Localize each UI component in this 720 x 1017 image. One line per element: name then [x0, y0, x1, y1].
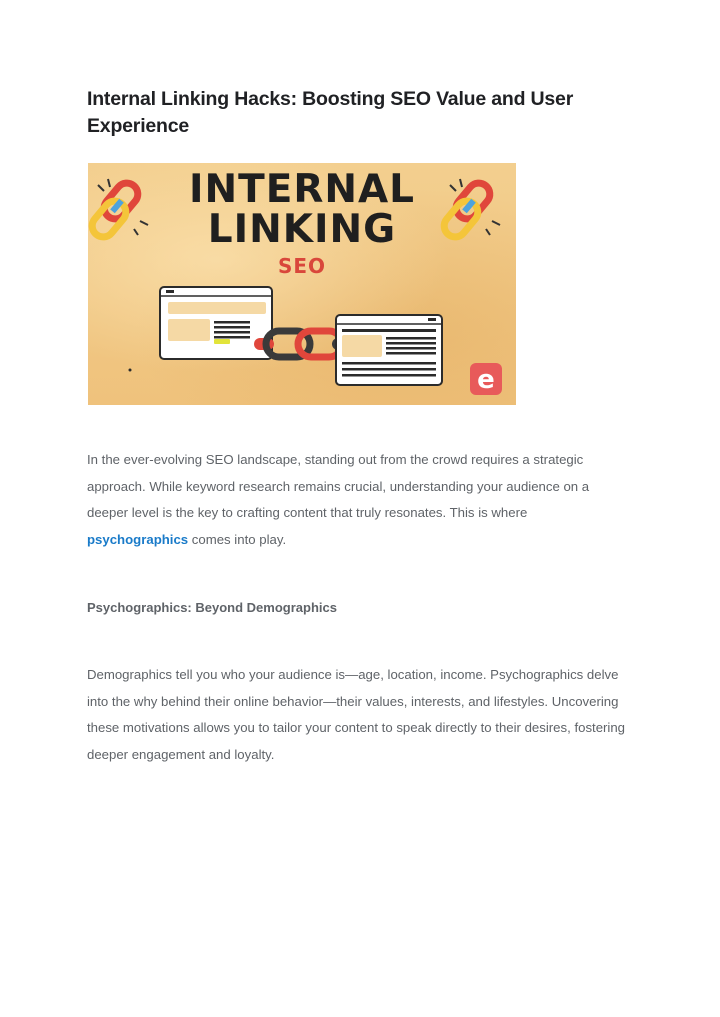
hero-heading-line1: INTERNAL	[188, 167, 416, 212]
psychographics-link[interactable]: psychographics	[87, 531, 189, 547]
intro-text-after: comes into play.	[188, 531, 287, 547]
section-paragraph: Demographics tell you who your audience is—age, location, income. Psychographics delve into the why behind their online behavior—their values, interests, and lifestyles. Uncovering these motivations allows you to tailor your content to speak directly to their desires, fostering deeper engagement and loyalty.	[87, 667, 626, 762]
hero-heading-line3: SEO	[277, 254, 327, 278]
hero-image	[88, 163, 516, 405]
intro-text-before: In the ever-evolving SEO landscape, standing out from the crowd requires a strategic approach. While keyword research remains crucial, understanding your audience on a deeper level is the key to crafting content that truly resonates. This is where	[87, 452, 590, 520]
hero-heading-line2: LINKING	[207, 207, 397, 252]
intro-paragraph	[87, 447, 632, 553]
svg-text:e: e	[477, 365, 495, 395]
section-heading: Psychographics: Beyond Demographics	[87, 600, 337, 615]
article-title: Internal Linking Hacks: Boosting SEO Value and User Experience	[87, 88, 574, 137]
browser-window-right	[336, 315, 442, 385]
browser-window-left	[160, 287, 272, 359]
brand-logo	[470, 363, 502, 395]
